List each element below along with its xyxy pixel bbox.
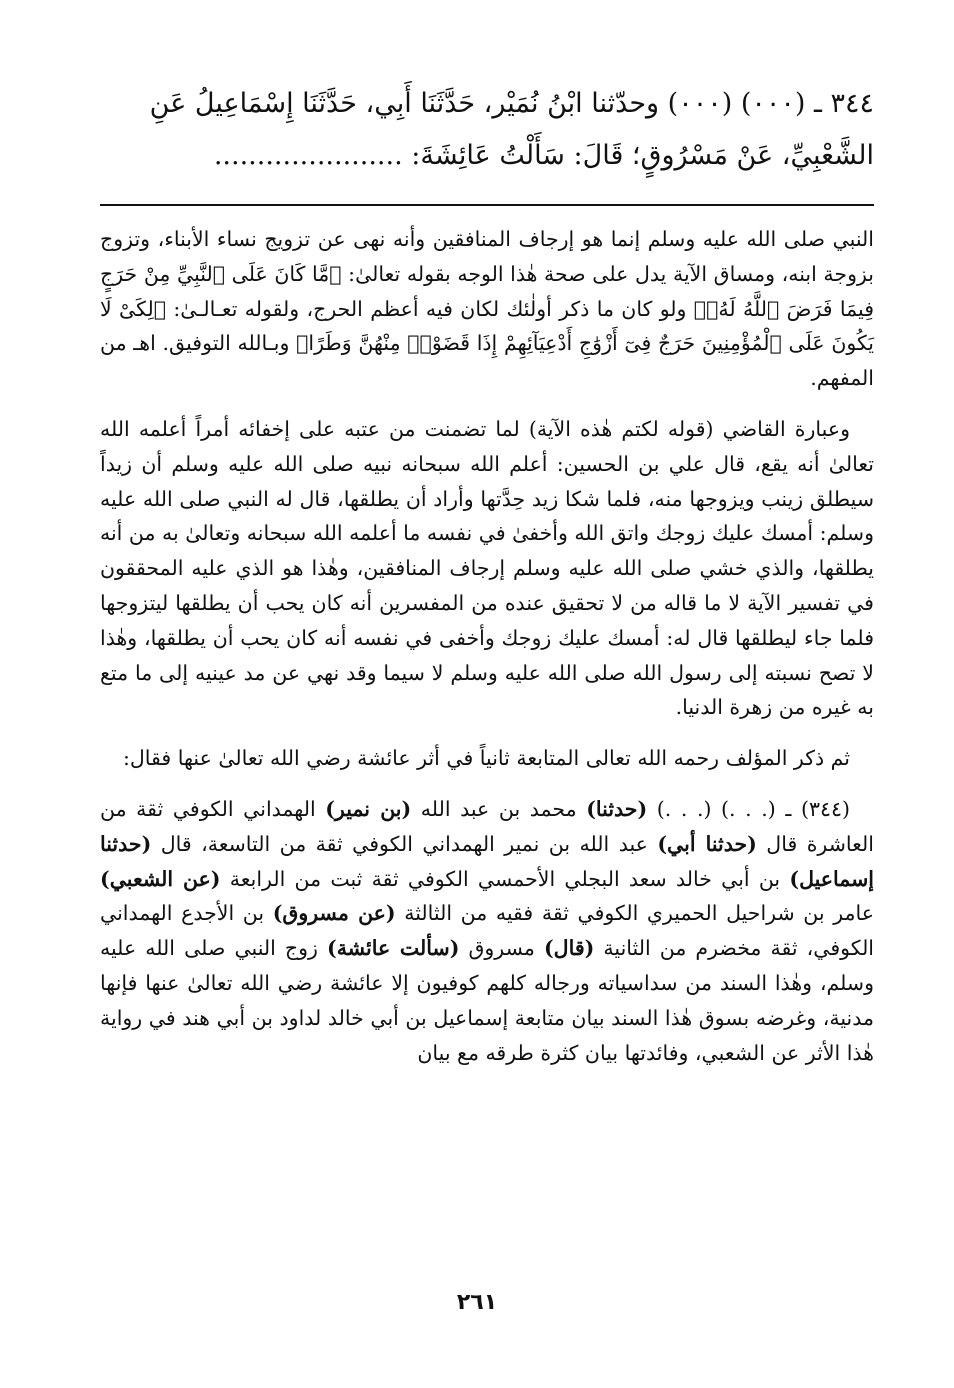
narrator-highlight: (سألت عائشة) [327, 936, 460, 961]
page-number: ٢٦١ [456, 1290, 498, 1315]
hadith-text [100, 78, 874, 182]
separator-rule [100, 204, 874, 206]
hadith-line-2: الشَّعْبِيِّ، عَنْ مَسْرُوقٍ؛ قَالَ: سَأَلْتُ عَائِشَةَ: ...................... [213, 140, 874, 171]
isnad-text: محمد بن عبد الله [411, 796, 587, 821]
commentary-paragraph-2 [100, 412, 874, 725]
isnad-text: زوج النبي صلى الله عليه وسلم، وهٰذا السند من سداسياته ورجاله كلهم كوفيون إلا عائشة رضي الله تعالىٰ عنها فإنها مدنية، وغرضه بسوق هٰذا السند بيان متابعة إسماعيل بن أبي خالد لداود بن أبي هند في رواية هٰذا الأثر عن الشعبي، وفائدتها بيان كثرة طرقه مع بيان [100, 936, 874, 1065]
commentary-paragraph-4 [100, 792, 874, 1070]
narrator-highlight: (عن مسروق) [272, 901, 396, 926]
narrator-highlight: (قال) [543, 936, 595, 961]
isnad-text: عامر بن شراحيل الحميري الكوفي ثقة فقيه من الثالثة [395, 901, 874, 926]
isnad-text: عبد الله بن نمير الهمداني الكوفي ثقة من التاسعة، قال [151, 831, 658, 856]
isnad-text: بن الأجدع الهمداني الكوفي، ثقة مخضرم من الثانية [100, 901, 875, 961]
isnad-text: (٣٤٤) ـ (. . .) (. . .) [647, 796, 850, 821]
narrator-highlight: (حدثنا أبي) [657, 831, 757, 856]
narrator-highlight: (حدثنا) [586, 796, 648, 821]
commentary-paragraph-1: النبي صلى الله عليه وسلم إنما هو إرجاف المنافقين وأنه نهى عن تزويج نساء الأبناء، وتزوج بزوجة ابنه، ومساق الآية يدل على صحة هٰذا الوجه بقوله تعالىٰ: ﴿مَّا كَانَ عَلَى ٱلنَّبِيِّ مِنْ حَرَجٍ فِيمَا فَرَضَ ٱللَّهُ لَهُۥ﴾ ولو كان ما ذكر أولٰئك لكان فيه أعظم الحرج، ولقوله تعـالـىٰ: ﴿لِكَىْ لَا يَكُونَ عَلَى ٱلْمُؤْمِنِينَ حَرَجٌ فِىٓ أَزْوَٰجِ أَدْعِيَآئِهِمْ إِذَا قَضَوْا۟ مِنْهُنَّ وَطَرًا﴾ وبـالله التوفيق. اهـ من المفهم. [100, 227, 874, 391]
commentary-paragraph-2-text: وعبارة القاضي (قوله لكتم هٰذه الآية) لما تضمنت من عتبه على إخفائه أمراً أعلمه الله تعالىٰ أنه يقع، قال علي بن الحسين: أعلم الله سبحانه نبيه صلى الله عليه وسلم أن زيداً سيطلق زينب ويزوجها منه، فلما شكا زيد حِدَّتها وأراد أن يطلقها، قال له النبي صلى الله عليه وسلم: أمسك عليك زوجك واتق الله وأخفىٰ في نفسه ما أعلمه الله سبحانه وتعالىٰ به من أنه يطلقها، والذي خشي صلى الله عليه وسلم إرجاف المنافقين، وهٰذا هو الذي عليه المحققون في تفسير الآية لا ما قاله من لا تحقيق عنده من المفسرين أنه كان يحب أن يطلقها ليتزوجها فلما جاء ليطلقها قال له: أمسك عليك زوجك وأخفى في نفسه أنه كان يحب أن يطلقها، وهٰذا لا تصح نسبته إلى رسول الله صلى الله عليه وسلم لا سيما وقد نهي عن مد عينيه إلى ما متع به غيره من زهرة الدنيا. [99, 416, 874, 720]
narrator-highlight: (حدثنا إسماعيل) [100, 831, 875, 891]
narrator-highlight: (بن نمير) [325, 796, 412, 821]
hadith-line-1: ٣٤٤ ـ (٠٠٠) (٠٠٠) وحدّثنا ابْنُ نُمَيْر، حَدَّثَنَا أَبِي، حَدَّثَنَا إِسْمَاعِيلُ عَنِ [149, 88, 874, 119]
commentary-paragraph-3 [100, 741, 874, 776]
isnad-text: مسروق [459, 936, 544, 961]
commentary-text [100, 222, 874, 1070]
narrator-highlight: (عن الشعبي) [100, 866, 221, 891]
commentary-paragraph-3-text: ثم ذكر المؤلف رحمه الله تعالى المتابعة ثانياً في أثر عائشة رضي الله تعالىٰ عنها فقال: [122, 746, 850, 771]
isnad-text: بن أبي خالد سعد البجلي الأحمسي الكوفي ثقة ثبت من الرابعة [220, 866, 790, 891]
isnad-text: الهمداني الكوفي ثقة من العاشرة قال [100, 796, 874, 856]
